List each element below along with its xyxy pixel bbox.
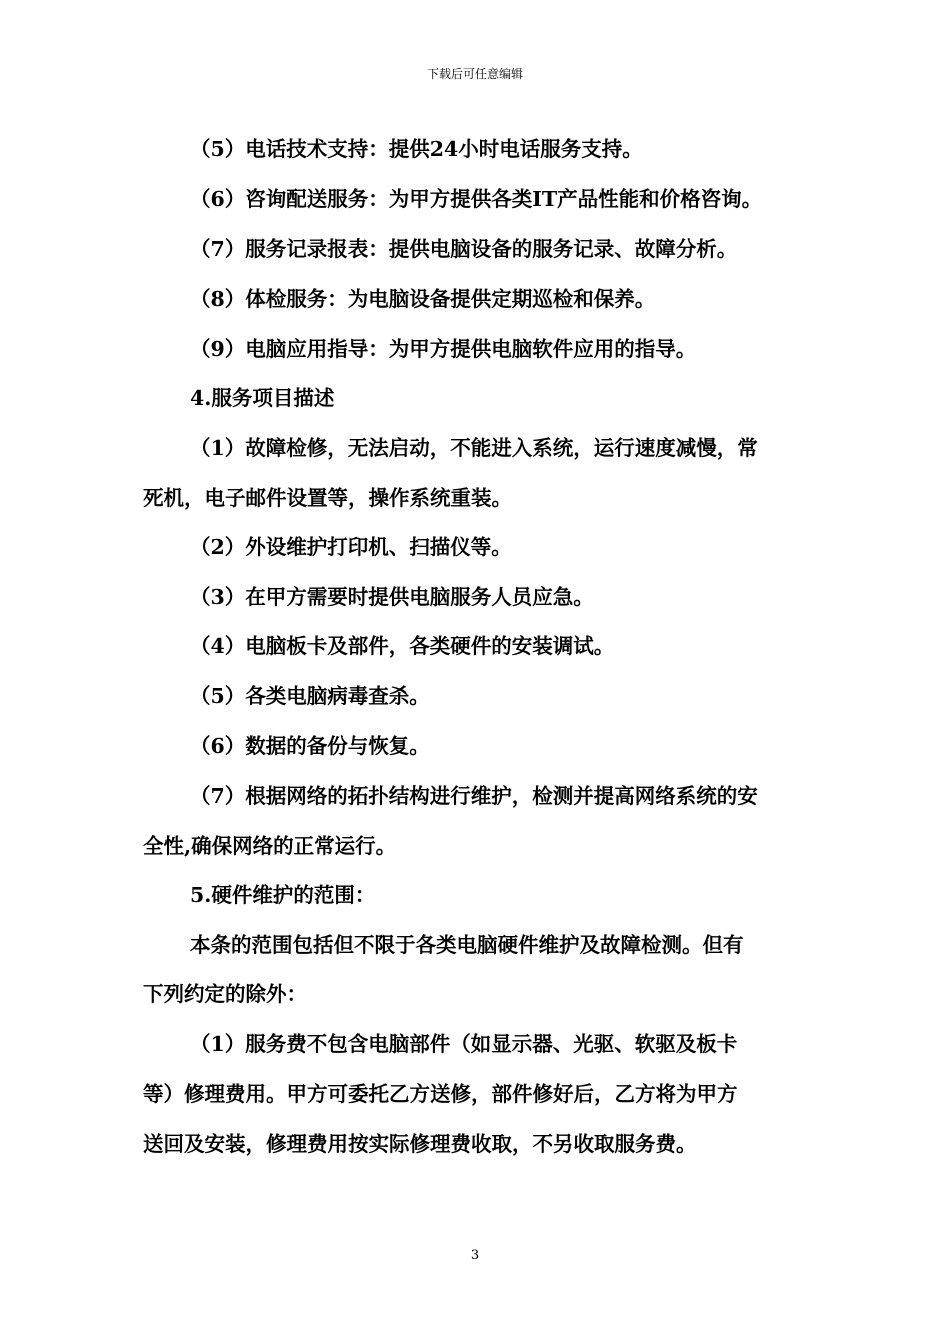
list-item: （5）电话技术支持：提供24小时电话服务支持。 xyxy=(190,137,643,161)
list-item-continuation: 死机，电子邮件设置等，操作系统重装。 xyxy=(143,486,512,510)
list-item: （6）咨询配送服务：为甲方提供各类IT产品性能和价格咨询。 xyxy=(190,187,763,211)
list-item: （8）体检服务：为电脑设备提供定期巡检和保养。 xyxy=(190,287,656,311)
list-item: （9）电脑应用指导：为甲方提供电脑软件应用的指导。 xyxy=(190,337,697,361)
list-item-continuation: 全性,确保网络的正常运行。 xyxy=(143,834,397,858)
list-item: （7）服务记录报表：提供电脑设备的服务记录、故障分析。 xyxy=(190,237,738,261)
list-item: （1）故障检修，无法启动，不能进入系统，运行速度减慢，常 xyxy=(190,436,758,460)
list-item: （1）服务费不包含电脑部件（如显示器、光驱、软驱及板卡 xyxy=(190,1032,738,1056)
list-item: （7）根据网络的拓扑结构进行维护，检测并提高网络系统的安 xyxy=(190,784,758,808)
section-heading: 4.服务项目描述 xyxy=(190,386,335,410)
section-heading: 5.硬件维护的范围： xyxy=(190,883,376,907)
list-item: （2）外设维护打印机、扫描仪等。 xyxy=(190,535,512,559)
list-item: （3）在甲方需要时提供电脑服务人员应急。 xyxy=(190,585,594,609)
list-item-continuation: 送回及安装，修理费用按实际修理费收取，不另收取服务费。 xyxy=(143,1132,697,1156)
list-item-continuation: 等）修理费用。甲方可委托乙方送修，部件修好后，乙方将为甲方 xyxy=(143,1082,738,1106)
list-item: （5）各类电脑病毒查杀。 xyxy=(190,684,430,708)
paragraph-line: 下列约定的除外： xyxy=(143,982,307,1006)
list-item: （4）电脑板卡及部件，各类硬件的安装调试。 xyxy=(190,634,615,658)
page-number: 3 xyxy=(470,1248,480,1263)
paragraph-line: 本条的范围包括但不限于各类电脑硬件维护及故障检测。但有 xyxy=(190,933,744,957)
list-item: （6）数据的备份与恢复。 xyxy=(190,734,430,758)
page-header: 下载后可任意编辑 xyxy=(426,67,523,81)
